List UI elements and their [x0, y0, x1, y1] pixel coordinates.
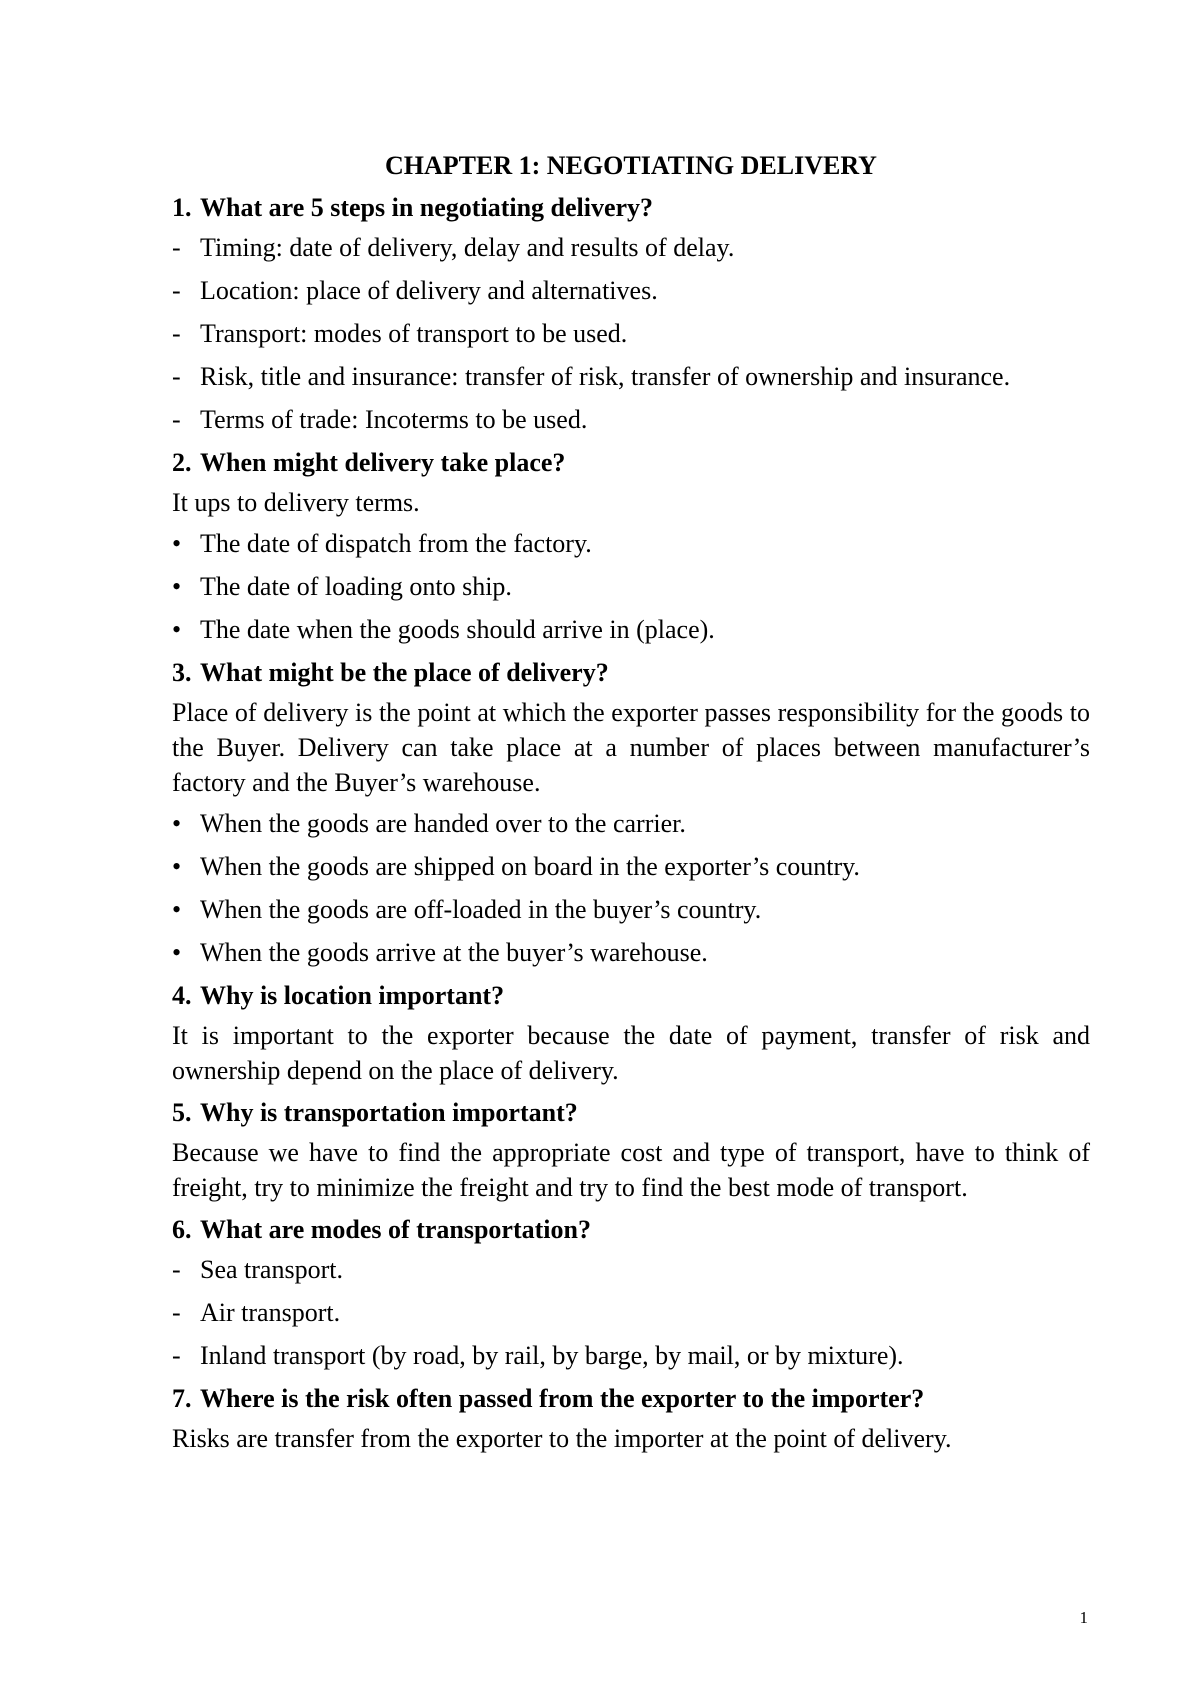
bullet-marker: • — [172, 615, 182, 644]
question-text: Why is transportation important? — [200, 1098, 578, 1127]
page-number: 1 — [1079, 1608, 1088, 1627]
chapter-title: CHAPTER 1: NEGOTIATING DELIVERY — [385, 151, 877, 180]
list-item — [172, 935, 1090, 970]
list-item — [172, 892, 1090, 927]
question-text: Why is location important? — [200, 981, 505, 1010]
list-item-text: Inland transport (by road, by rail, by barge, by mail, or by mixture). — [200, 1341, 904, 1370]
dash-marker: - — [172, 233, 181, 262]
question-heading — [172, 1095, 1090, 1130]
answer-paragraph: It is important to the exporter because the date of payment, transfer of risk and ownership depend on the place of delivery. — [172, 1021, 1090, 1085]
question-text: What are modes of transportation? — [200, 1215, 591, 1244]
dash-marker: - — [172, 405, 181, 434]
question-heading — [172, 1212, 1090, 1247]
question-heading — [172, 190, 1090, 225]
list-item — [172, 806, 1090, 841]
question-number: 2. — [172, 448, 192, 477]
list-item — [172, 1295, 1090, 1330]
list-item-text: When the goods are off-loaded in the buyer’s country. — [200, 895, 762, 924]
list-item-text: Timing: date of delivery, delay and results of delay. — [200, 233, 735, 262]
question-text: Where is the risk often passed from the exporter to the importer? — [200, 1384, 925, 1413]
dash-marker: - — [172, 319, 181, 348]
list-item — [172, 612, 1090, 647]
list-item — [172, 316, 1090, 351]
answer-paragraph: It ups to delivery terms. — [172, 488, 420, 517]
list-item — [172, 273, 1090, 308]
question-text: What are 5 steps in negotiating delivery? — [200, 193, 654, 222]
list-item-text: The date of dispatch from the factory. — [200, 529, 592, 558]
list-item — [172, 526, 1090, 561]
bullet-marker: • — [172, 809, 182, 838]
answer-paragraph: Place of delivery is the point at which the exporter passes responsibility for the goods to the Buyer. Delivery can take place at a number of places between manufacturer’s factory and the Buyer’s warehouse. — [172, 698, 1090, 797]
bullet-marker: • — [172, 529, 182, 558]
dash-marker: - — [172, 1341, 181, 1370]
list-item — [172, 359, 1090, 394]
dash-marker: - — [172, 276, 181, 305]
question-heading — [172, 1381, 1090, 1416]
list-item-text: Risk, title and insurance: transfer of risk, transfer of ownership and insurance. — [200, 362, 1011, 391]
list-item-text: When the goods arrive at the buyer’s warehouse. — [200, 938, 708, 967]
list-item-text: The date when the goods should arrive in (place). — [200, 615, 715, 644]
question-number: 1. — [172, 193, 192, 222]
list-item-text: When the goods are handed over to the carrier. — [200, 809, 686, 838]
question-number: 6. — [172, 1215, 192, 1244]
list-item — [172, 230, 1090, 265]
question-heading — [172, 655, 1090, 690]
list-item — [172, 402, 1090, 437]
list-item — [172, 849, 1090, 884]
dash-marker: - — [172, 362, 181, 391]
list-item-text: Terms of trade: Incoterms to be used. — [200, 405, 588, 434]
list-item-text: When the goods are shipped on board in the exporter’s country. — [200, 852, 860, 881]
list-item-text: Sea transport. — [200, 1255, 343, 1284]
question-heading — [172, 445, 1090, 480]
list-item-text: Transport: modes of transport to be used. — [200, 319, 628, 348]
dash-marker: - — [172, 1298, 181, 1327]
bullet-marker: • — [172, 938, 182, 967]
list-item-text: The date of loading onto ship. — [200, 572, 512, 601]
list-item — [172, 1338, 1090, 1373]
question-number: 3. — [172, 658, 192, 687]
question-text: When might delivery take place? — [200, 448, 566, 477]
answer-paragraph: Because we have to find the appropriate cost and type of transport, have to think of freight, try to minimize the freight and try to find the best mode of transport. — [172, 1138, 1090, 1202]
dash-marker: - — [172, 1255, 181, 1284]
list-item — [172, 569, 1090, 604]
question-text: What might be the place of delivery? — [200, 658, 609, 687]
document-body — [172, 148, 1090, 1462]
question-number: 4. — [172, 981, 192, 1010]
bullet-marker: • — [172, 572, 182, 601]
question-number: 7. — [172, 1384, 192, 1413]
answer-paragraph: Risks are transfer from the exporter to the importer at the point of delivery. — [172, 1424, 952, 1453]
list-item-text: Location: place of delivery and alternatives. — [200, 276, 658, 305]
list-item-text: Air transport. — [200, 1298, 341, 1327]
question-number: 5. — [172, 1098, 192, 1127]
bullet-marker: • — [172, 852, 182, 881]
question-heading — [172, 978, 1090, 1013]
bullet-marker: • — [172, 895, 182, 924]
list-item — [172, 1252, 1090, 1287]
